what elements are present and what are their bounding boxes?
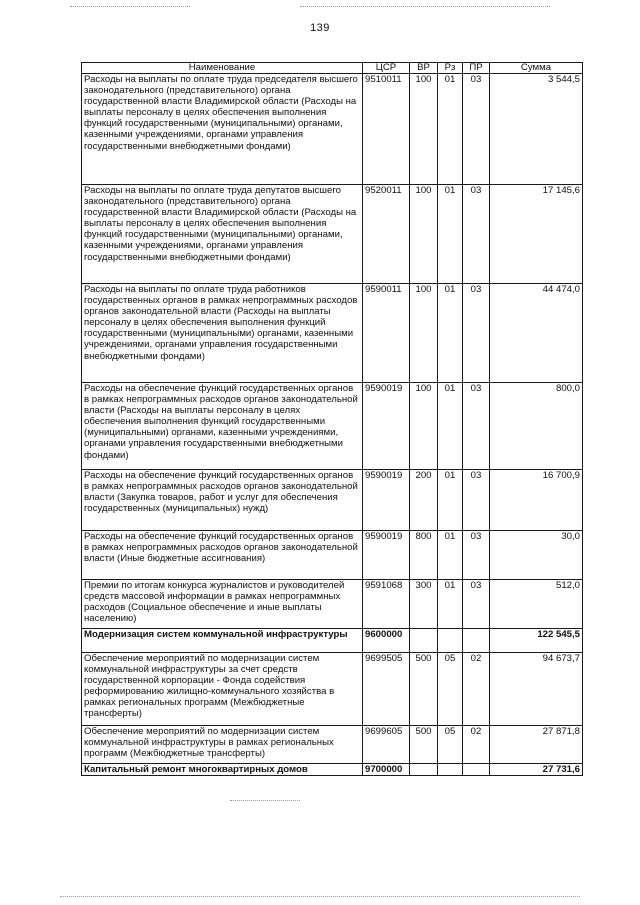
row-rz bbox=[438, 764, 463, 776]
row-rz: 01 bbox=[438, 531, 463, 580]
row-csr: 9590019 bbox=[363, 470, 410, 531]
page-number: 139 bbox=[310, 22, 330, 34]
row-pr: 03 bbox=[463, 185, 490, 284]
header-vr: ВР bbox=[410, 63, 438, 74]
row-rz: 01 bbox=[438, 74, 463, 185]
row-sum: 94 673,7 bbox=[490, 653, 583, 726]
row-sum: 44 474,0 bbox=[490, 284, 583, 383]
scan-artifact-line bbox=[70, 6, 190, 7]
row-pr: 03 bbox=[463, 580, 490, 629]
row-csr: 9590019 bbox=[363, 531, 410, 580]
row-vr: 800 bbox=[410, 531, 438, 580]
row-name: Обеспечение мероприятий по модернизации систем коммунальной инфраструктуры в рамках региональных программ (Межбюджетные трансферты) bbox=[82, 726, 363, 764]
row-vr: 500 bbox=[410, 653, 438, 726]
row-vr: 100 bbox=[410, 383, 438, 470]
row-sum: 16 700,9 bbox=[490, 470, 583, 531]
table-row bbox=[82, 531, 583, 580]
row-csr: 9700000 bbox=[363, 764, 410, 776]
table-row bbox=[82, 284, 583, 383]
row-rz: 01 bbox=[438, 383, 463, 470]
row-sum: 30,0 bbox=[490, 531, 583, 580]
header-sum: Сумма bbox=[490, 63, 583, 74]
row-rz bbox=[438, 629, 463, 653]
row-name: Расходы на выплаты по оплате труда работников государственных органов в рамках непрограммных расходов органов законодательной власти (Расходы на выплаты персоналу в целях обеспечения выполнения функций государственными (муниципальными) органами, казенными учреждениями, органами управления государственными внебюджетными фондами) bbox=[82, 284, 363, 383]
table-row bbox=[82, 185, 583, 284]
row-csr: 9510011 bbox=[363, 74, 410, 185]
row-sum: 122 545,5 bbox=[490, 629, 583, 653]
row-sum: 3 544,5 bbox=[490, 74, 583, 185]
row-sum: 27 731,6 bbox=[490, 764, 583, 776]
row-sum: 800,0 bbox=[490, 383, 583, 470]
row-pr: 02 bbox=[463, 653, 490, 726]
row-rz: 01 bbox=[438, 284, 463, 383]
row-rz: 01 bbox=[438, 470, 463, 531]
row-pr bbox=[463, 764, 490, 776]
row-csr: 9590019 bbox=[363, 383, 410, 470]
row-csr: 9590011 bbox=[363, 284, 410, 383]
header-pr: ПР bbox=[463, 63, 490, 74]
row-name: Модернизация систем коммунальной инфраструктуры bbox=[82, 629, 363, 653]
table-row-section bbox=[82, 629, 583, 653]
row-pr: 03 bbox=[463, 470, 490, 531]
row-rz: 05 bbox=[438, 653, 463, 726]
row-sum: 512,0 bbox=[490, 580, 583, 629]
table-row bbox=[82, 470, 583, 531]
row-name: Расходы на обеспечение функций государственных органов в рамках непрограммных расходов органов законодательной власти (Закупка товаров, работ и услуг для обеспечения государственных (муниципальных) нужд) bbox=[82, 470, 363, 531]
row-vr bbox=[410, 629, 438, 653]
row-pr bbox=[463, 629, 490, 653]
table-row-section bbox=[82, 764, 583, 776]
table-row bbox=[82, 580, 583, 629]
row-csr: 9520011 bbox=[363, 185, 410, 284]
row-vr bbox=[410, 764, 438, 776]
table-row bbox=[82, 383, 583, 470]
row-vr: 300 bbox=[410, 580, 438, 629]
table-row bbox=[82, 653, 583, 726]
table-row bbox=[82, 726, 583, 764]
row-pr: 02 bbox=[463, 726, 490, 764]
header-name: Наименование bbox=[82, 63, 363, 74]
scan-artifact-line bbox=[300, 6, 550, 7]
row-rz: 05 bbox=[438, 726, 463, 764]
row-vr: 500 bbox=[410, 726, 438, 764]
row-name: Премии по итогам конкурса журналистов и руководителей средств массовой информации в рамках непрограммных расходов (Социальное обеспечение и иные выплаты населению) bbox=[82, 580, 363, 629]
row-csr: 9699505 bbox=[363, 653, 410, 726]
row-name: Расходы на обеспечение функций государственных органов в рамках непрограммных расходов органов законодательной власти (Иные бюджетные ассигнования) bbox=[82, 531, 363, 580]
row-sum: 27 871,8 bbox=[490, 726, 583, 764]
row-name: Расходы на выплаты по оплате труда председателя высшего законодательного (представительного) органа государственной власти Владимирской области (Расходы на выплаты персоналу в целях обеспечения выполнения функций государственными (муниципальными) органами, казенными учреждениями, органами управления государственными внебюджетными фондами) bbox=[82, 74, 363, 185]
header-rz: Рз bbox=[438, 63, 463, 74]
header-csr: ЦСР bbox=[363, 63, 410, 74]
row-name: Капитальный ремонт многоквартирных домов bbox=[82, 764, 363, 776]
row-name: Расходы на обеспечение функций государственных органов в рамках непрограммных расходов органов законодательной власти (Расходы на выплаты персоналу в целях обеспечения выполнения функций государственными (муниципальными) органами, казенными учреждениями, органами управления государственными внебюджетными фондами) bbox=[82, 383, 363, 470]
table-header-row bbox=[82, 63, 583, 74]
row-sum: 17 145,6 bbox=[490, 185, 583, 284]
scan-artifact-line bbox=[60, 896, 580, 897]
budget-table bbox=[81, 62, 583, 776]
row-csr: 9591068 bbox=[363, 580, 410, 629]
row-vr: 100 bbox=[410, 284, 438, 383]
row-vr: 100 bbox=[410, 185, 438, 284]
row-vr: 200 bbox=[410, 470, 438, 531]
row-pr: 03 bbox=[463, 284, 490, 383]
row-name: Обеспечение мероприятий по модернизации систем коммунальной инфраструктуры за счет средств государственной корпорации - Фонда содействия реформированию жилищно-коммунального хозяйства в рамках региональных программ (Межбюджетные трансферты) bbox=[82, 653, 363, 726]
row-rz: 01 bbox=[438, 580, 463, 629]
row-pr: 03 bbox=[463, 383, 490, 470]
row-name: Расходы на выплаты по оплате труда депутатов высшего законодательного (представительного) органа государственной власти Владимирской области (Расходы на выплаты персоналу в целях обеспечения выполнения функций государственными (муниципальными) органами, казенными учреждениями, органами управления государственными внебюджетными фондами) bbox=[82, 185, 363, 284]
row-vr: 100 bbox=[410, 74, 438, 185]
row-csr: 9600000 bbox=[363, 629, 410, 653]
scan-artifact-line bbox=[230, 800, 300, 801]
table-row bbox=[82, 74, 583, 185]
row-pr: 03 bbox=[463, 531, 490, 580]
row-rz: 01 bbox=[438, 185, 463, 284]
row-csr: 9699605 bbox=[363, 726, 410, 764]
row-pr: 03 bbox=[463, 74, 490, 185]
